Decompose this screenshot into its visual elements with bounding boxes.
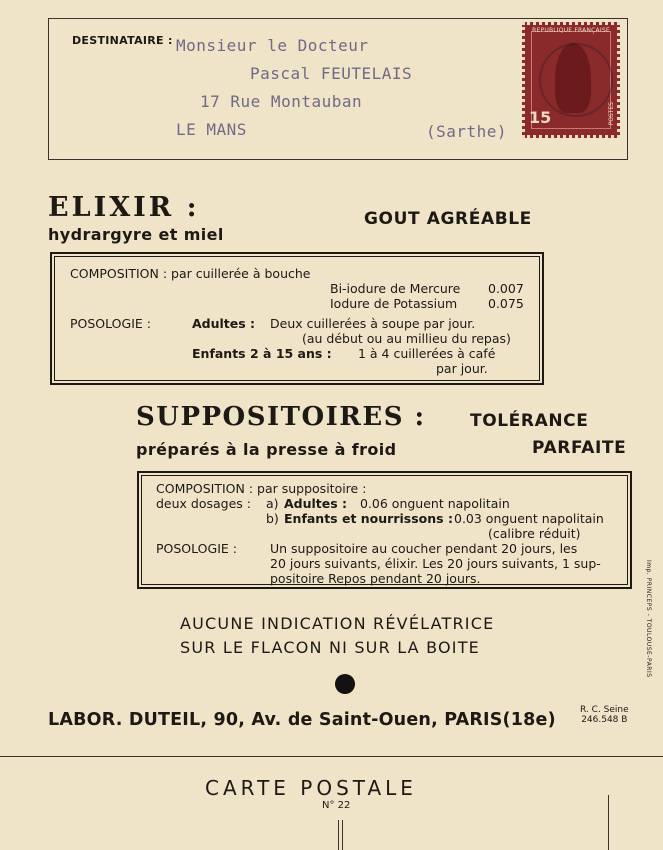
supp-posologie-line-1: Un suppositoire au coucher pendant 20 jours, les	[270, 541, 578, 556]
address-city: LE MANS	[176, 120, 247, 139]
elixir-composition-label: COMPOSITION : par cuillerée à bouche	[70, 266, 311, 281]
postmark-icon	[539, 43, 613, 117]
divider-line-right	[342, 820, 343, 850]
postcard-number: N° 22	[322, 800, 351, 811]
stamp-value: 15	[529, 108, 552, 127]
elixir-ingredient-2-name: Iodure de Potassium	[330, 296, 458, 311]
suppositoires-tag-2: PARFAITE	[532, 438, 627, 458]
suppositoires-tag-1: TOLÉRANCE	[470, 411, 589, 431]
elixir-adultes-note: (au début ou au millieu du repas)	[302, 331, 511, 346]
laboratory-address: LABOR. DUTEIL, 90, Av. de Saint-Ouen, PARIS(18e)	[48, 710, 556, 730]
recipient-label: DESTINATAIRE :	[72, 34, 173, 47]
stamp-postes: POSTES	[608, 101, 615, 125]
supp-dose-a-label: Adultes :	[284, 496, 348, 511]
elixir-enfants-label: Enfants 2 à 15 ans :	[192, 346, 332, 361]
supp-dose-b-text: 0.03 onguent napolitain	[454, 511, 604, 526]
registry-info	[580, 705, 629, 725]
elixir-subtitle: hydrargyre et miel	[48, 225, 224, 244]
suppositoires-title: SUPPOSITOIRES :	[136, 402, 426, 432]
supp-posologie-line-3: positoire Repos pendant 20 jours.	[270, 571, 481, 586]
elixir-adultes-label: Adultes :	[192, 316, 256, 331]
registry-line-2: 246.548 B	[581, 715, 628, 725]
supp-composition-label: COMPOSITION : par suppositoire :	[156, 481, 367, 496]
elixir-ingredient-1-amount: 0.007	[488, 281, 524, 296]
elixir-enfants-text-2: par jour.	[436, 361, 488, 376]
separator-line	[0, 756, 663, 757]
supp-posologie-line-2: 20 jours suivants, élixir. Les 20 jours suivants, 1 sup-	[270, 556, 601, 571]
supp-dose-b-prefix: b)	[266, 511, 279, 526]
address-line-2: Pascal FEUTELAIS	[250, 64, 413, 83]
elixir-ingredient-2-amount: 0.075	[488, 296, 524, 311]
supp-dose-a-text: 0.06 onguent napolitain	[360, 496, 510, 511]
bullet-dot-icon	[335, 674, 355, 694]
elixir-tag: GOUT AGRÉABLE	[364, 209, 532, 229]
address-line-1: Monsieur le Docteur	[176, 36, 369, 55]
address-line-3: 17 Rue Montauban	[200, 92, 363, 111]
printer-credit: Imp. PRINCEPS - TOULOUSE-PARIS	[645, 560, 652, 678]
postcard-title: CARTE POSTALE	[205, 776, 417, 800]
notice-line-1: AUCUNE INDICATION RÉVÉLATRICE	[180, 614, 495, 633]
notice-line-2: SUR LE FLACON NI SUR LA BOITE	[180, 638, 480, 657]
registry-line-1: R. C. Seine	[580, 705, 629, 715]
postage-stamp	[522, 22, 620, 138]
supp-dose-b-label: Enfants et nourrissons :	[284, 511, 453, 526]
suppositoires-subtitle: préparés à la presse à froid	[136, 440, 397, 459]
elixir-ingredient-1-name: Bi-iodure de Mercure	[330, 281, 461, 296]
elixir-title: ELIXIR :	[48, 192, 200, 223]
elixir-enfants-text: 1 à 4 cuillerées à café	[358, 346, 496, 361]
supp-dosages-label: deux dosages :	[156, 496, 251, 511]
supp-dose-a-prefix: a)	[266, 496, 279, 511]
supp-posologie-label: POSOLOGIE :	[156, 541, 237, 556]
stamp-area-line	[608, 795, 609, 850]
elixir-adultes-text: Deux cuillerées à soupe par jour.	[270, 316, 476, 331]
supp-dose-b-note: (calibre réduit)	[488, 526, 581, 541]
divider-line-left	[338, 820, 339, 850]
elixir-posologie-label: POSOLOGIE :	[70, 316, 151, 331]
stamp-country: REPUBLIQUE FRANÇAISE	[532, 27, 610, 34]
address-department: (Sarthe)	[426, 122, 508, 141]
